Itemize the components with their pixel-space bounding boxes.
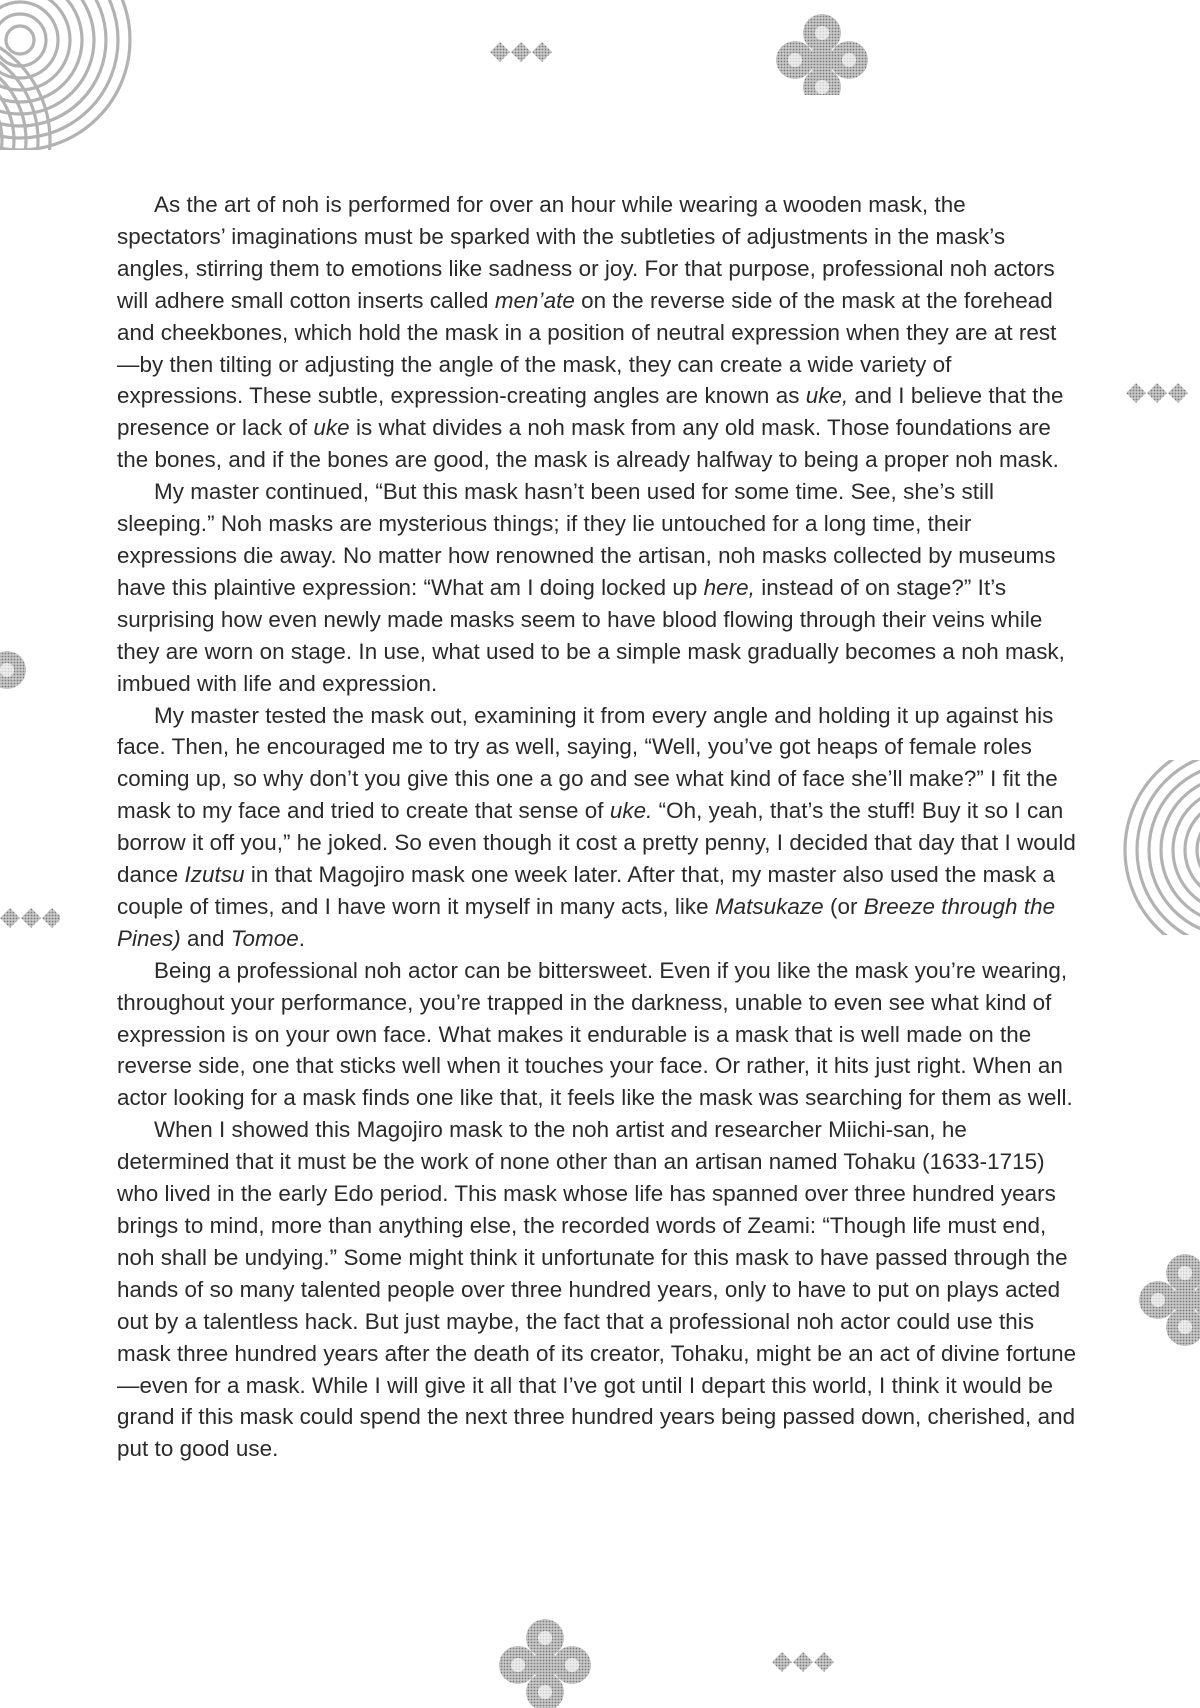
diamond-trio-icon: [1126, 383, 1190, 405]
text-run: When I showed this Magojiro mask to the noh artist and researcher Miichi-san, he determined that it must be the work of none other than an artisan named Tohaku (1633-1715) who lived in the early Edo period. This mask whose life has spanned over three hundred years brings to mind, more than anything else, the recorded words of Zeami: “Though life must end, noh shall be undying.” Some might think it unfortunate for this mask to have passed through the hands of so many talented people over three hundred years, only to have to put on plays acted out by a talentless hack. But just maybe, the fact that a professional noh actor could use this mask three hundred years after the death of its creator, Tohaku, might be an act of divine fortune—even for a mask. While I will give it all that I’ve got until I depart this world, I think it would be grand if this mask could spend the next three hundred years being passed down, cherished, and put to good use.: [117, 1117, 1077, 1462]
text-run: “Oh, yeah, that’s the stuff! Buy it so I can borrow it off you,” he joked. So even though it cost a pretty penny, I decided that day that I would dance: [117, 798, 1076, 888]
article-body: [117, 189, 1077, 1465]
kamon-flower-icon: [0, 615, 40, 730]
kamon-flower-icon: [485, 1610, 605, 1708]
italic-text: uke,: [805, 383, 849, 409]
italic-text: uke: [313, 415, 350, 441]
text-run: in that Magojiro mask one week later. After that, my master also used the mask a couple of times, and I have worn it myself in many acts, like: [117, 862, 1056, 919]
text-run: As the art of noh is performed for over an hour while wearing a wooden mask, the spectators’ imaginations must be sparked with the subtleties of adjustments in the mask’s angles, stirring them to emotions like sadness or joy. For that purpose, professional noh actors will adhere small cotton inserts called: [117, 192, 1055, 313]
italic-text: Matsukaze: [714, 893, 824, 919]
text-run: instead of on stage?” It’s surprising how even newly made masks seem to have blood flowing through their veins while they are worn on stage. In use, what used to be a simple mask gradually becomes a noh mask, imbued with life and expression.: [117, 574, 1065, 696]
text-run: and: [180, 925, 231, 951]
italic-text: uke.: [609, 798, 653, 824]
italic-text: Breeze through the Pines): [117, 893, 1056, 951]
diamond-trio-icon: [0, 908, 60, 930]
seigaiha-wave-icon: [1105, 760, 1200, 935]
text-run: Being a professional noh actor can be bittersweet. Even if you like the mask you’re wearing, throughout your performance, you’re trapped in the darkness, unable to even see what kind of expression is on your own face. What makes it endurable is a mask that is well made on the reverse side, one that sticks well when it touches your face. Or rather, it hits just right. When an actor looking for a mask finds one like that, it feels like the mask was searching for them as well.: [117, 957, 1073, 1111]
diamond-trio-icon: [772, 1652, 836, 1674]
text-run: (or: [823, 893, 864, 919]
text-run: and I believe that the presence or lack of: [117, 383, 1064, 441]
paragraph: [117, 189, 1077, 476]
seigaiha-wave-icon: [0, 0, 175, 150]
italic-text: men’ate: [494, 287, 575, 313]
paragraph: [117, 1114, 1077, 1465]
text-run: on the reverse side of the mask at the forehead and cheekbones, which hold the mask in a position of neutral expression when they are at rest—by then tilting or adjusting the angle of the mask, they can create a wide variety of expressions. These subtle, expression-creating angles are known as: [117, 287, 1057, 409]
italic-text: Tomoe: [230, 925, 299, 951]
italic-text: Izutsu: [184, 862, 245, 888]
text-run: My master continued, “But this mask hasn’t been used for some time. See, she’s still sleeping.” Noh masks are mysterious things; if they lie untouched for a long time, their expressions die away. No matter how renowned the artisan, noh masks collected by museums have this plaintive expression: “What am I doing locked up: [117, 479, 1056, 600]
kamon-flower-icon: [1135, 1240, 1200, 1360]
text-run: .: [298, 925, 305, 951]
paragraph: [117, 955, 1077, 1115]
text-run: My master tested the mask out, examining it from every angle and holding it up against his face. Then, he encouraged me to try as well, saying, “Well, you’ve got heaps of female roles coming up, so why don’t you give this one a go and see what kind of face she’ll make?” I fit the mask to my face and tried to create that sense of: [117, 702, 1058, 824]
paragraph: [117, 476, 1077, 699]
text-run: is what divides a noh mask from any old mask. Those foundations are the bones, and if the bones are good, the mask is already halfway to being a proper noh mask.: [117, 415, 1059, 473]
italic-text: here,: [703, 574, 755, 600]
paragraph: [117, 700, 1077, 955]
kamon-flower-icon: [762, 0, 882, 95]
diamond-trio-icon: [490, 42, 554, 64]
